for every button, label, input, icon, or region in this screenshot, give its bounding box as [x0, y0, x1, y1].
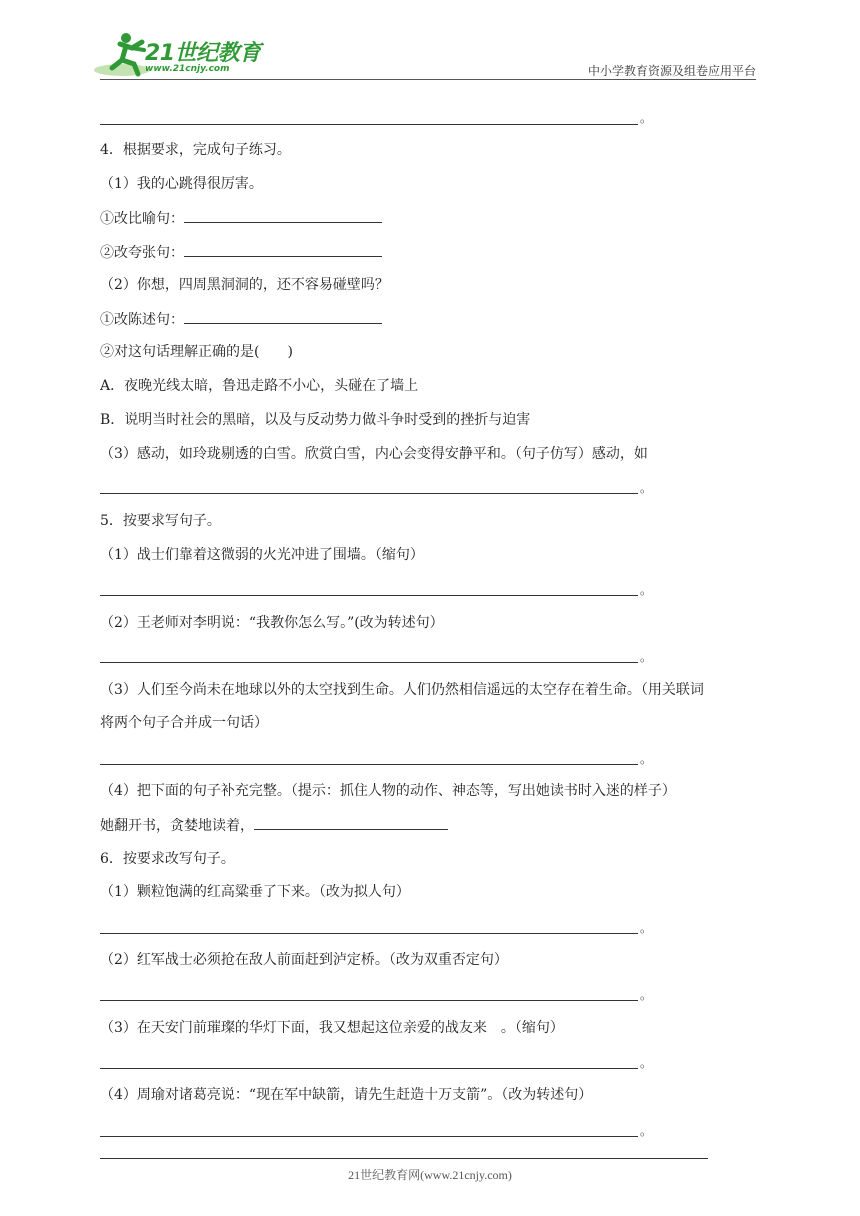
answer-line[interactable] [100, 1136, 638, 1137]
answer-blank[interactable] [184, 242, 382, 257]
question-5-part-3-cont: 将两个句子合并成一句话） [100, 715, 268, 731]
platform-title: 中小学教育资源及组卷应用平台 [587, 64, 756, 78]
question-5-4a-label: 她翻开书，贪婪地读着， [100, 818, 254, 834]
period: 。 [640, 1124, 653, 1138]
answer-line[interactable] [100, 933, 638, 934]
answer-line[interactable] [100, 493, 638, 494]
page-header [0, 0, 860, 80]
period: 。 [640, 988, 653, 1002]
option-a: A．夜晚光线太暗，鲁迅走路不小心，头碰在了墙上 [100, 378, 419, 394]
answer-line[interactable] [100, 1068, 638, 1069]
question-4-title: 4．根据要求，完成句子练习。 [100, 142, 291, 158]
question-5-4a [100, 815, 448, 836]
question-6-title: 6．按要求改写句子。 [100, 851, 235, 867]
answer-line[interactable] [100, 662, 638, 663]
answer-line[interactable] [100, 1000, 638, 1001]
question-4-2b: ②对这句话理解正确的是( ) [100, 344, 293, 360]
period: 。 [640, 752, 653, 766]
question-4-part-3: （3）感动，如玲珑剔透的白雪。欣赏白雪，内心会变得安静平和。（句子仿写）感动，如 [100, 446, 648, 462]
period: 。 [640, 650, 653, 664]
question-5-part-3: （3）人们至今尚未在地球以外的太空找到生命。人们仍然相信遥远的太空存在着生命。（用关联词 [100, 682, 704, 698]
question-4-2a [100, 309, 382, 330]
question-5-title: 5．按要求写句子。 [100, 513, 221, 529]
answer-line [100, 124, 638, 125]
question-4-1b-label: ②改夸张句： [100, 245, 184, 261]
answer-line[interactable] [100, 595, 638, 596]
question-4-part-1: （1）我的心跳得很厉害。 [100, 176, 263, 192]
option-b: B．说明当时社会的黑暗，以及与反动势力做斗争时受到的挫折与迫害 [100, 412, 531, 428]
question-4-part-2: （2）你想，四周黑洞洞的，还不容易碰壁吗？ [100, 277, 389, 293]
question-4-1a-label: ①改比喻句： [100, 211, 184, 227]
answer-blank[interactable] [184, 309, 382, 324]
question-6-part-2: （2）红军战士必须抢在敌人前面赶到泸定桥。（改为双重否定句） [100, 952, 508, 968]
question-6-part-1: （1）颗粒饱满的红高粱垂了下来。（改为拟人句） [100, 884, 410, 900]
answer-blank[interactable] [254, 815, 448, 830]
question-5-part-1: （1）战士们靠着这微弱的火光冲进了围墙。（缩句） [100, 547, 424, 563]
period: 。 [640, 1056, 653, 1070]
logo-url: www.21cnjy.com [145, 64, 230, 74]
period: 。 [640, 481, 653, 495]
question-5-part-4: （4）把下面的句子补充完整。（提示：抓住人物的动作、神态等，写出她读书时入迷的样子） [100, 783, 676, 799]
question-4-1b [100, 242, 382, 263]
period: 。 [640, 921, 653, 935]
answer-blank[interactable] [184, 208, 382, 223]
page-footer: 21世纪教育网(www.21cnjy.com) [348, 1168, 512, 1182]
question-6-part-3: （3）在天安门前璀璨的华灯下面，我又想起这位亲爱的战友来 。（缩句） [100, 1020, 564, 1036]
question-6-part-4: （4）周瑜对诸葛亮说：“现在军中缺箭，请先生赶造十万支箭”。（改为转述句） [100, 1087, 593, 1103]
period: 。 [640, 111, 653, 125]
period: 。 [640, 583, 653, 597]
answer-line[interactable] [100, 764, 638, 765]
footer-divider [100, 1158, 708, 1159]
logo-text: 21世纪教育 [145, 41, 261, 66]
question-4-1a [100, 208, 382, 229]
question-5-part-2: （2）王老师对李明说：“我教你怎么写。”(改为转述句） [100, 615, 444, 631]
question-4-2a-label: ①改陈述句： [100, 312, 184, 328]
header-divider [100, 79, 756, 80]
